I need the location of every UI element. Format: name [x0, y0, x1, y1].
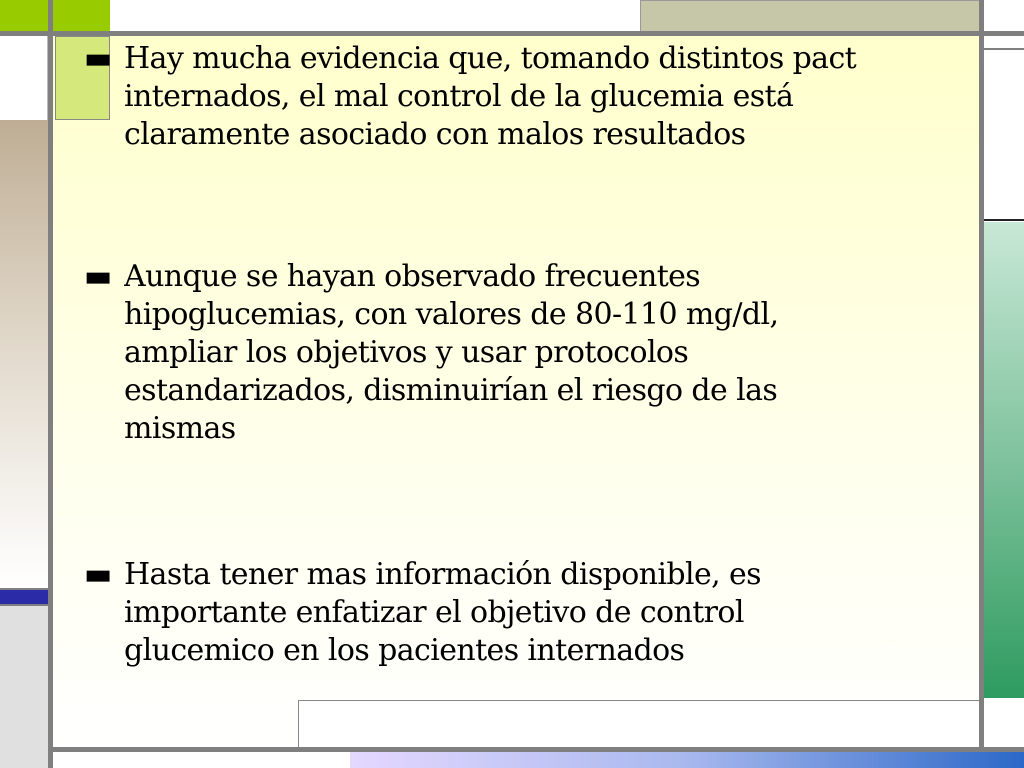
- bullet-item-1: [84, 40, 984, 154]
- left-tan-gradient-bar: [0, 120, 48, 588]
- top-tan-block: [640, 0, 980, 33]
- top-horizontal-rule: [0, 31, 1024, 36]
- bottom-white-block: [298, 700, 980, 750]
- bottom-horizontal-rule: [48, 747, 1024, 752]
- left-vertical-rule: [48, 0, 53, 768]
- bullet-text: Aunque se hayan observado frecuentes hipoglucemias, con valores de 80-110 mg/dl, ampliar los objetivos y usar protocolos estandarizados, disminuirían el riesgo de las mismas: [124, 259, 779, 446]
- left-divider-rule: [0, 588, 48, 590]
- bullet-text: Hasta tener mas información disponible, es importante enfatizar el objetivo de control glucemico en los pacientes internados: [124, 557, 761, 668]
- bullet-marker: ▬: [84, 557, 110, 592]
- bullet-marker: ▬: [84, 259, 110, 294]
- left-divider-rule-2: [0, 604, 48, 606]
- bullet-item-3: [84, 556, 984, 670]
- top-left-green-block: [0, 0, 110, 33]
- right-top-divider-rule: [980, 48, 1024, 50]
- right-dark-divider-rule: [984, 219, 1024, 221]
- left-gray-block: [0, 606, 48, 768]
- bullet-text: Hay mucha evidencia que, tomando distintos pact internados, el mal control de la glucemia está claramente asociado con malos resultados: [124, 41, 857, 152]
- bottom-blue-gradient-bar: [350, 752, 1024, 768]
- bullet-marker: ▬: [84, 41, 110, 76]
- left-blue-bar: [0, 590, 48, 604]
- left-white-block: [0, 36, 48, 120]
- bullet-item-2: [84, 258, 984, 448]
- right-green-gradient-bar: [984, 222, 1024, 698]
